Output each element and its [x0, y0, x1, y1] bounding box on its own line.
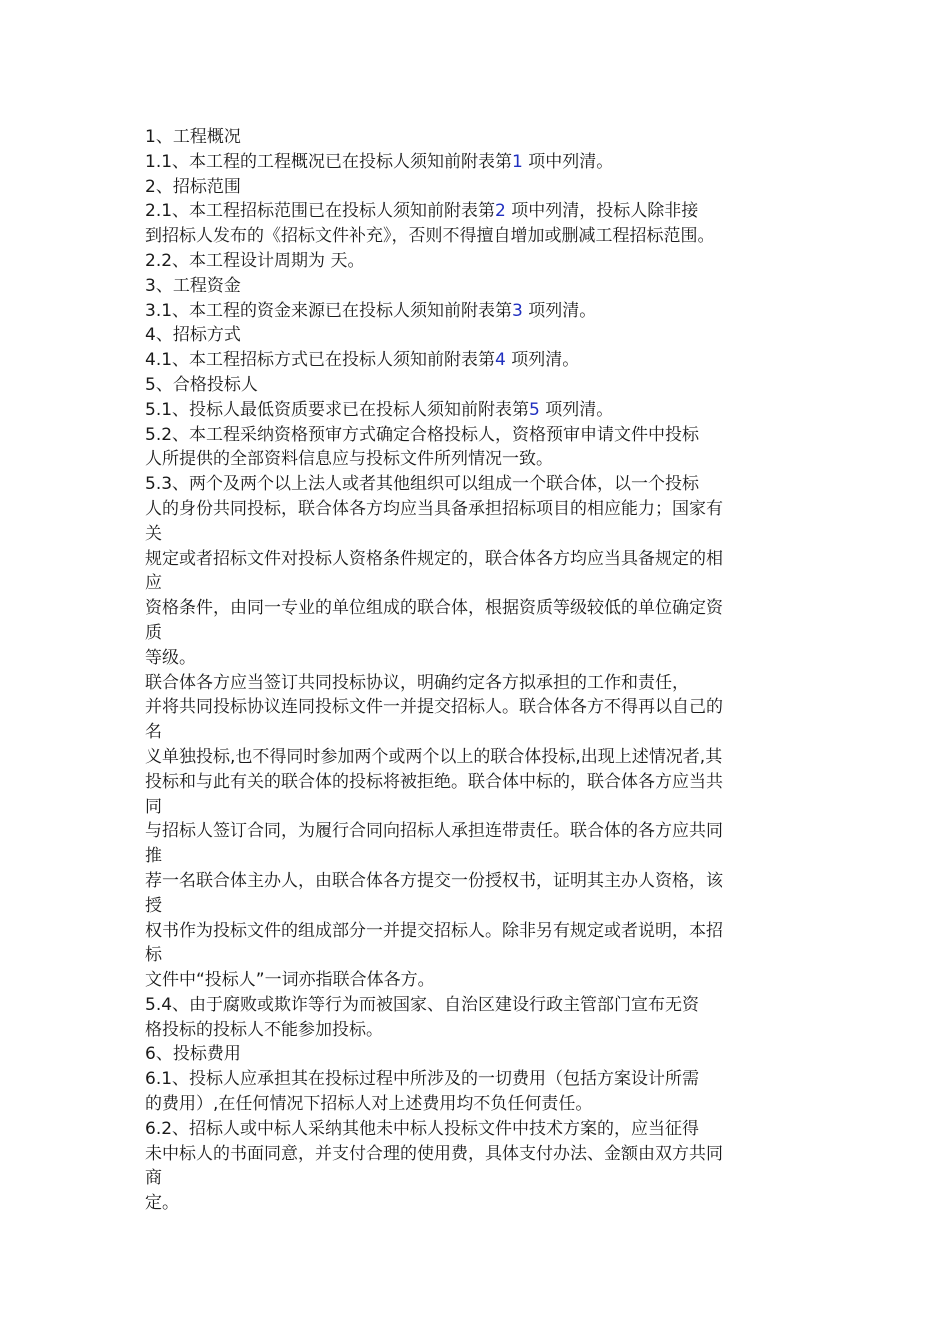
- paragraph-line: 并将共同投标协议连同投标文件一并提交招标人。联合体各方不得再以自己的: [145, 697, 723, 718]
- paragraph-line: 6.2、招标人或中标人采纳其他未中标人投标文件中技术方案的，应当征得: [145, 1118, 700, 1139]
- paragraph-line: 5.4、由于腐败或欺诈等行为而被国家、自治区建设行政主管部门宣布无资: [145, 994, 700, 1015]
- table-reference-number: 4: [495, 350, 506, 371]
- paragraph-line: 投标和与此有关的联合体的投标将被拒绝。联合体中标的，联合体各方应当共: [145, 771, 723, 792]
- paragraph-line: 5.3、两个及两个以上法人或者其他组织可以组成一个联合体，以一个投标: [145, 474, 700, 495]
- paragraph-line: 4.1、本工程招标方式已在投标人须知前附表第4 项列清。: [145, 350, 580, 371]
- paragraph-line: 2.2、本工程设计周期为 天。: [145, 250, 365, 271]
- paragraph-line: 5.2、本工程采纳资格预审方式确定合格投标人，资格预审申请文件中投标: [145, 424, 700, 445]
- paragraph-line: 应: [145, 573, 162, 594]
- section-heading: 2、招标范围: [145, 176, 241, 197]
- paragraph-line: 联合体各方应当签订共同投标协议，明确约定各方拟承担的工作和责任，: [145, 672, 689, 693]
- paragraph-line: 格投标的投标人不能参加投标。: [145, 1019, 383, 1040]
- paragraph-line: 资格条件，由同一专业的单位组成的联合体，根据资质等级较低的单位确定资: [145, 598, 723, 619]
- paragraph-line: 商: [145, 1168, 162, 1189]
- paragraph-line: 6.1、投标人应承担其在投标过程中所涉及的一切费用（包括方案设计所需: [145, 1069, 700, 1090]
- paragraph-line: 的费用）,在任何情况下招标人对上述费用均不负任何责任。: [145, 1094, 593, 1115]
- section-heading: 1、工程概况: [145, 127, 241, 147]
- paragraph-line: 人所提供的全部资料信息应与投标文件所列情况一致。: [145, 449, 553, 470]
- paragraph-line: 标: [145, 945, 162, 966]
- table-reference-number: 3: [512, 300, 523, 321]
- document-body: [145, 125, 805, 1216]
- paragraph-line: 与招标人签订合同，为履行合同向招标人承担连带责任。联合体的各方应共同: [145, 821, 723, 842]
- paragraph-line: 定。: [145, 1193, 179, 1214]
- paragraph-line: 义单独投标,也不得同时参加两个或两个以上的联合体投标,出现上述情况者,其: [145, 746, 723, 767]
- section-heading: 6、投标费用: [145, 1044, 241, 1065]
- paragraph-line: 关: [145, 523, 162, 544]
- paragraph-line: 名: [145, 722, 162, 743]
- paragraph-line: 等级。: [145, 647, 196, 668]
- section-heading: 4、招标方式: [145, 325, 241, 346]
- table-reference-number: 1: [512, 151, 523, 172]
- paragraph-line: 规定或者招标文件对投标人资格条件规定的，联合体各方均应当具备规定的相: [145, 548, 723, 569]
- paragraph-line: 同: [145, 796, 162, 817]
- paragraph-line: 到招标人发布的《招标文件补充》，否则不得擅自增加或删减工程招标范围。: [145, 226, 715, 247]
- paragraph-line: 1.1、本工程的工程概况已在投标人须知前附表第1 项中列清。: [145, 151, 614, 172]
- section-heading: 5、合格投标人: [145, 374, 258, 395]
- paragraph-line: 5.1、投标人最低资质要求已在投标人须知前附表第5 项列清。: [145, 399, 614, 420]
- paragraph-line: 荐一名联合体主办人，由联合体各方提交一份授权书，证明其主办人资格，该: [145, 870, 723, 891]
- paragraph-line: 质: [145, 622, 162, 643]
- table-reference-number: 5: [529, 399, 540, 420]
- paragraph-line: 3.1、本工程的资金来源已在投标人须知前附表第3 项列清。: [145, 300, 597, 321]
- table-reference-number: 2: [495, 201, 506, 222]
- paragraph-line: 权书作为投标文件的组成部分一并提交招标人。除非另有规定或者说明，本招: [145, 920, 723, 941]
- paragraph-line: 文件中“投标人”一词亦指联合体各方。: [145, 970, 435, 991]
- paragraph-line: 未中标人的书面同意，并支付合理的使用费，具体支付办法、金额由双方共同: [145, 1143, 723, 1164]
- paragraph-line: 推: [145, 846, 162, 867]
- section-heading: 3、工程资金: [145, 275, 241, 296]
- paragraph-line: 2.1、本工程招标范围已在投标人须知前附表第2 项中列清，投标人除非接: [145, 201, 699, 222]
- paragraph-line: 人的身份共同投标，联合体各方均应当具备承担招标项目的相应能力；国家有: [145, 498, 723, 519]
- paragraph-line: 授: [145, 895, 162, 916]
